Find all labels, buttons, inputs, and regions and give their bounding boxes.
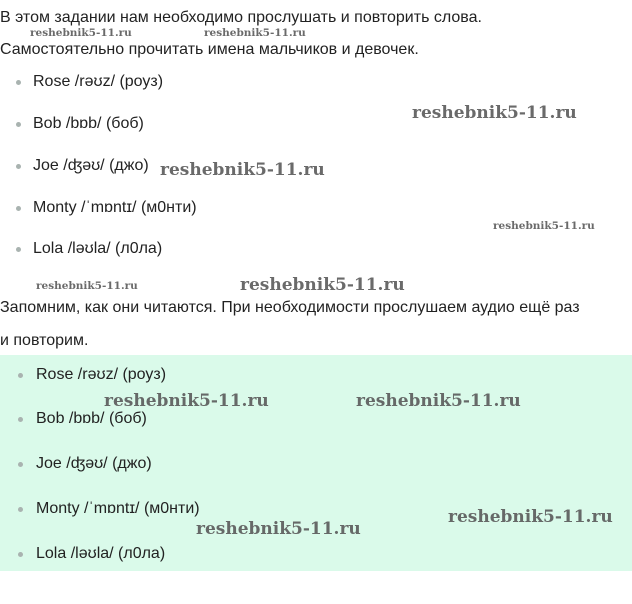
watermark-text: reshebnik5-11.ru <box>196 519 361 539</box>
watermark-text: reshebnik5-11.ru <box>30 27 132 39</box>
list-item-text: Joe /ʤəʊ/ (джо) <box>36 455 152 472</box>
list-item-text: Monty /ˈmɒntɪ/ (м0нти) <box>36 500 200 517</box>
watermark-text: reshebnik5-11.ru <box>240 275 405 295</box>
watermark-text: reshebnik5-11.ru <box>204 27 306 39</box>
middle-line-2: и повторим. <box>0 332 89 349</box>
watermark-text: reshebnik5-11.ru <box>448 507 613 527</box>
bullet-icon <box>16 247 21 252</box>
bullet-icon <box>16 122 21 127</box>
list-item-text: Bob /bɒb/ (боб) <box>33 115 144 132</box>
watermark-text: reshebnik5-11.ru <box>104 391 269 411</box>
middle-line-1: Запомним, как они читаются. При необходимости прослушаем аудио ещё раз <box>0 299 580 316</box>
watermark-text: reshebnik5-11.ru <box>356 391 521 411</box>
list-item-text: Rose /rəʊz/ (роуз) <box>36 366 167 383</box>
list-item-text: Monty /ˈmɒntɪ/ (м0нти) <box>33 199 197 216</box>
list-item-text: Lola /ləʊla/ (л0ла) <box>36 545 166 562</box>
watermark-text: reshebnik5-11.ru <box>36 280 138 292</box>
list-item-text: Bob /bɒb/ (боб) <box>36 410 147 427</box>
watermark-text: reshebnik5-11.ru <box>412 103 577 123</box>
bullet-icon <box>18 417 23 422</box>
bullet-icon <box>18 552 23 557</box>
bullet-icon <box>16 80 21 85</box>
bullet-icon <box>16 164 21 169</box>
bullet-icon <box>18 462 23 467</box>
list-item-text: Rose /rəʊz/ (роуз) <box>33 73 164 90</box>
bullet-icon <box>16 206 21 211</box>
intro-line-2: Самостоятельно прочитать имена мальчиков и девочек. <box>0 41 419 58</box>
bullet-icon <box>18 507 23 512</box>
list-item-text: Lola /ləʊla/ (л0ла) <box>33 240 163 257</box>
bullet-icon <box>18 373 23 378</box>
intro-line-1: В этом задании нам необходимо прослушать и повторить слова. <box>0 9 482 26</box>
watermark-text: reshebnik5-11.ru <box>160 160 325 180</box>
list-item-text: Joe /ʤəʊ/ (джо) <box>33 157 149 174</box>
watermark-text: reshebnik5-11.ru <box>493 220 595 232</box>
